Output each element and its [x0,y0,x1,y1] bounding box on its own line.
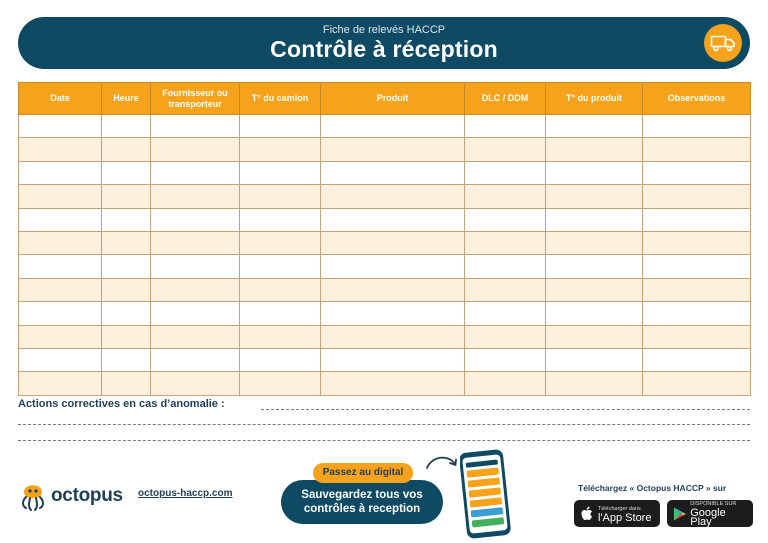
table-cell[interactable] [546,115,643,138]
table-cell[interactable] [321,115,465,138]
promo-banner[interactable] [281,480,443,524]
table-cell[interactable] [643,115,751,138]
table-cell[interactable] [102,278,151,301]
table-cell[interactable] [151,208,240,231]
table-cell[interactable] [19,208,102,231]
table-cell[interactable] [151,348,240,371]
octopus-icon [18,478,48,514]
table-cell[interactable] [151,302,240,325]
table-cell[interactable] [465,325,546,348]
column-header-product: Produit [321,83,465,115]
table-cell[interactable] [102,161,151,184]
appstore-big-text: l'App Store [598,511,652,524]
table-cell[interactable] [546,348,643,371]
table-cell[interactable] [321,161,465,184]
table-cell[interactable] [19,138,102,161]
table-cell[interactable] [465,231,546,254]
table-cell[interactable] [465,278,546,301]
table-cell[interactable] [643,325,751,348]
table-row [19,115,751,138]
column-header-supplier: Fournisseur ou transporteur [151,83,240,115]
table-cell[interactable] [465,372,546,395]
table-cell[interactable] [465,255,546,278]
table-cell[interactable] [321,348,465,371]
table-cell[interactable] [546,325,643,348]
table-cell[interactable] [546,138,643,161]
table-row [19,161,751,184]
googleplay-big-text: Google Play [690,507,726,528]
table-cell[interactable] [19,325,102,348]
apple-icon [580,506,594,522]
page-title: Contrôle à réception [270,36,498,62]
table-cell[interactable] [321,255,465,278]
table-cell[interactable] [102,302,151,325]
truck-icon [704,24,742,62]
table-cell[interactable] [240,138,321,161]
table-cell[interactable] [321,325,465,348]
table-row [19,208,751,231]
table-cell[interactable] [102,372,151,395]
table-cell[interactable] [546,372,643,395]
table-cell[interactable] [643,372,751,395]
table-row [19,278,751,301]
logo-wordmark: octopus [51,485,123,506]
curved-arrow-icon [424,452,460,474]
table-cell[interactable] [19,372,102,395]
table-cell[interactable] [643,278,751,301]
promo-tag: Passez au digital [313,463,413,483]
table-cell[interactable] [19,348,102,371]
table-cell[interactable] [465,138,546,161]
table-row [19,325,751,348]
corrective-actions-line[interactable] [18,440,750,441]
table-cell[interactable] [151,138,240,161]
google-play-icon [673,506,686,522]
table-cell[interactable] [102,208,151,231]
table-cell[interactable] [643,161,751,184]
table-row [19,255,751,278]
table-cell[interactable] [643,185,751,208]
download-label: Téléchargez « Octopus HACCP » sur [578,483,727,493]
table-cell[interactable] [240,372,321,395]
table-cell[interactable] [102,325,151,348]
table-cell[interactable] [321,208,465,231]
appstore-small-text: Télécharger dans [598,505,641,512]
table-cell[interactable] [643,208,751,231]
appstore-button[interactable] [574,500,660,527]
table-cell[interactable] [151,372,240,395]
table-cell[interactable] [546,231,643,254]
table-cell[interactable] [240,115,321,138]
table-cell[interactable] [240,348,321,371]
table-cell[interactable] [151,325,240,348]
googleplay-small-text: DISPONIBLE SUR [690,501,737,507]
table-cell[interactable] [240,208,321,231]
table-cell[interactable] [465,161,546,184]
table-header-row [19,83,751,115]
table-cell[interactable] [240,278,321,301]
table-row [19,348,751,371]
reception-log-table [18,82,751,396]
table-cell[interactable] [102,138,151,161]
googleplay-button[interactable] [667,500,753,527]
table-cell[interactable] [102,348,151,371]
table-cell[interactable] [19,115,102,138]
table-cell[interactable] [151,115,240,138]
corrective-actions-label: Actions correctives en cas d’anomalie : [18,398,225,410]
table-cell[interactable] [321,372,465,395]
column-header-product-temp: T° du produit [546,83,643,115]
table-cell[interactable] [321,185,465,208]
website-link[interactable]: octopus-haccp.com [138,488,233,499]
header-subtitle: Fiche de relevés HACCP [322,24,446,36]
table-row [19,372,751,395]
table-cell[interactable] [151,185,240,208]
header-banner [18,17,750,69]
table-cell[interactable] [643,302,751,325]
table-cell[interactable] [465,348,546,371]
table-cell[interactable] [643,255,751,278]
table-cell[interactable] [546,185,643,208]
table-cell[interactable] [465,185,546,208]
table-cell[interactable] [19,278,102,301]
table-cell[interactable] [546,278,643,301]
table-cell[interactable] [240,325,321,348]
table-cell[interactable] [19,302,102,325]
table-cell[interactable] [102,255,151,278]
table-cell[interactable] [19,231,102,254]
table-row [19,138,751,161]
corrective-actions-line[interactable] [18,424,750,425]
table-cell[interactable] [19,185,102,208]
corrective-actions-line[interactable] [261,409,750,410]
column-header-truck-temp: T° du camion [240,83,321,115]
column-header-dlc: DLC / DDM [465,83,546,115]
table-row [19,185,751,208]
table-cell[interactable] [643,231,751,254]
table-cell[interactable] [151,231,240,254]
table-cell[interactable] [546,255,643,278]
table-cell[interactable] [546,161,643,184]
table-cell[interactable] [102,231,151,254]
table-cell[interactable] [151,278,240,301]
table-cell[interactable] [643,348,751,371]
table-cell[interactable] [321,138,465,161]
table-cell[interactable] [321,278,465,301]
table-cell[interactable] [465,208,546,231]
column-header-date: Date [19,83,102,115]
table-cell[interactable] [546,302,643,325]
table-cell[interactable] [321,231,465,254]
table-cell[interactable] [465,302,546,325]
table-cell[interactable] [240,161,321,184]
table-cell[interactable] [19,161,102,184]
table-cell[interactable] [151,161,240,184]
table-cell[interactable] [546,208,643,231]
column-header-time: Heure [102,83,151,115]
table-cell[interactable] [102,115,151,138]
column-header-observations: Observations [643,83,751,115]
table-cell[interactable] [465,115,546,138]
octopus-logo [18,478,123,514]
table-cell[interactable] [240,302,321,325]
table-row [19,302,751,325]
table-cell[interactable] [240,185,321,208]
table-row [19,231,751,254]
phone-app-icon [460,449,512,539]
promo-line-2: contrôles à reception [303,503,421,515]
table-cell[interactable] [19,255,102,278]
promo-line-1: Sauvegardez tous vos [301,489,423,501]
table-cell[interactable] [102,185,151,208]
table-cell[interactable] [240,255,321,278]
table-cell[interactable] [643,138,751,161]
table-cell[interactable] [321,302,465,325]
table-cell[interactable] [151,255,240,278]
table-cell[interactable] [240,231,321,254]
